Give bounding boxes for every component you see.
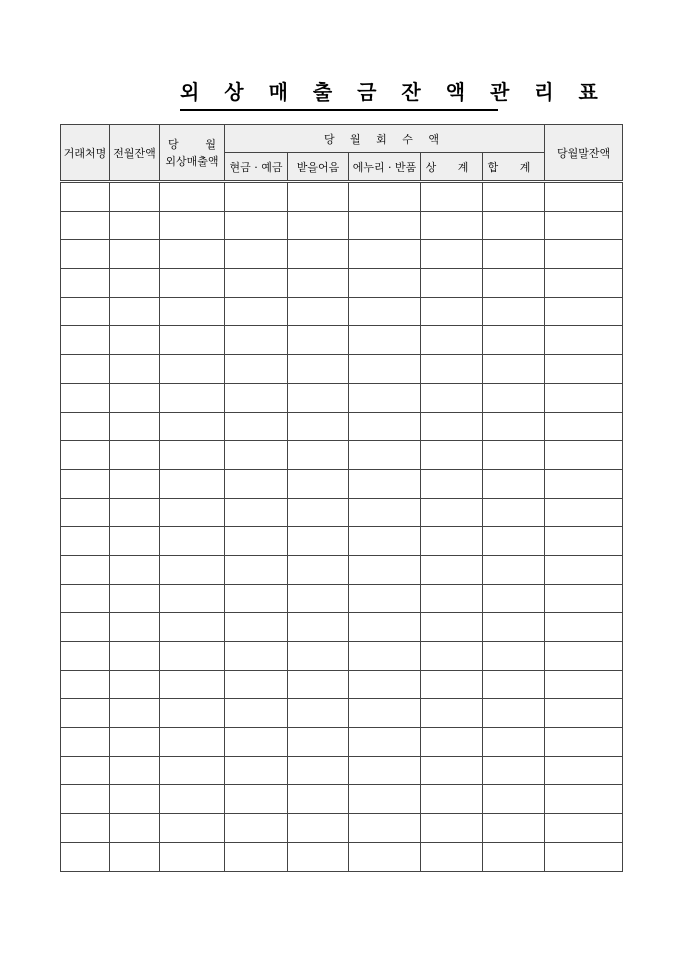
cell-offset[interactable] [421, 699, 483, 728]
cell-cash-deposit[interactable] [225, 326, 288, 355]
cell-cash-deposit[interactable] [225, 670, 288, 699]
cell-credit-sales[interactable] [160, 269, 225, 298]
cell-credit-sales[interactable] [160, 326, 225, 355]
cell-cash-deposit[interactable] [225, 469, 288, 498]
cell-month-end-balance[interactable] [545, 670, 623, 699]
header-cash-deposit: 현금 · 예금 [225, 153, 288, 182]
cell-offset[interactable] [421, 527, 483, 556]
cell-credit-sales[interactable] [160, 613, 225, 642]
cell-month-end-balance[interactable] [545, 756, 623, 785]
cell-credit-sales[interactable] [160, 383, 225, 412]
cell-discount-return[interactable] [349, 326, 421, 355]
table-row [61, 297, 623, 326]
header-current-month-char-1: 당 [168, 137, 179, 151]
cell-cash-deposit[interactable] [225, 269, 288, 298]
cell-notes-receivable[interactable] [288, 297, 349, 326]
cell-offset[interactable] [421, 498, 483, 527]
cell-client[interactable] [61, 240, 110, 269]
cell-client[interactable] [61, 756, 110, 785]
cell-discount-return[interactable] [349, 240, 421, 269]
cell-notes-receivable[interactable] [288, 842, 349, 871]
cell-client[interactable] [61, 412, 110, 441]
header-discount-return: 에누리 · 반품 [349, 153, 421, 182]
cell-cash-deposit[interactable] [225, 412, 288, 441]
table-row [61, 814, 623, 843]
cell-cash-deposit[interactable] [225, 498, 288, 527]
cell-client[interactable] [61, 555, 110, 584]
cell-discount-return[interactable] [349, 355, 421, 384]
cell-offset[interactable] [421, 555, 483, 584]
cell-offset[interactable] [421, 642, 483, 671]
header-offset: 상 계 [421, 153, 483, 182]
cell-previous-balance[interactable] [110, 240, 160, 269]
cell-client[interactable] [61, 383, 110, 412]
cell-month-end-balance[interactable] [545, 441, 623, 470]
cell-offset[interactable] [421, 441, 483, 470]
cell-credit-sales[interactable] [160, 211, 225, 240]
cell-total[interactable] [483, 469, 545, 498]
cell-cash-deposit[interactable] [225, 297, 288, 326]
cell-client[interactable] [61, 728, 110, 757]
cell-previous-balance[interactable] [110, 441, 160, 470]
cell-cash-deposit[interactable] [225, 211, 288, 240]
cell-offset[interactable] [421, 613, 483, 642]
table-row [61, 441, 623, 470]
table-row [61, 642, 623, 671]
table-row [61, 527, 623, 556]
cell-total[interactable] [483, 613, 545, 642]
cell-notes-receivable[interactable] [288, 412, 349, 441]
cell-client[interactable] [61, 842, 110, 871]
cell-notes-receivable[interactable] [288, 383, 349, 412]
cell-previous-balance[interactable] [110, 383, 160, 412]
cell-month-end-balance[interactable] [545, 785, 623, 814]
table-row [61, 670, 623, 699]
cell-offset[interactable] [421, 756, 483, 785]
table-row [61, 584, 623, 613]
cell-month-end-balance[interactable] [545, 355, 623, 384]
page-title: 외 상 매 출 금 잔 액 관 리 표 [180, 77, 498, 111]
cell-credit-sales[interactable] [160, 412, 225, 441]
cell-client[interactable] [61, 211, 110, 240]
cell-notes-receivable[interactable] [288, 182, 349, 212]
cell-notes-receivable[interactable] [288, 469, 349, 498]
cell-total[interactable] [483, 584, 545, 613]
cell-total[interactable] [483, 441, 545, 470]
cell-client[interactable] [61, 297, 110, 326]
cell-total[interactable] [483, 326, 545, 355]
cell-offset[interactable] [421, 182, 483, 212]
cell-month-end-balance[interactable] [545, 269, 623, 298]
table-row [61, 785, 623, 814]
header-current-month-char-2: 월 [205, 137, 216, 151]
cell-offset[interactable] [421, 211, 483, 240]
cell-month-end-balance[interactable] [545, 613, 623, 642]
cell-credit-sales[interactable] [160, 182, 225, 212]
cell-month-end-balance[interactable] [545, 498, 623, 527]
table-row [61, 383, 623, 412]
cell-discount-return[interactable] [349, 469, 421, 498]
cell-cash-deposit[interactable] [225, 555, 288, 584]
cell-month-end-balance[interactable] [545, 297, 623, 326]
cell-month-end-balance[interactable] [545, 469, 623, 498]
cell-month-end-balance[interactable] [545, 412, 623, 441]
header-previous-balance: 전월잔액 [110, 125, 160, 182]
cell-credit-sales[interactable] [160, 527, 225, 556]
cell-discount-return[interactable] [349, 383, 421, 412]
cell-offset[interactable] [421, 584, 483, 613]
cell-month-end-balance[interactable] [545, 240, 623, 269]
cell-previous-balance[interactable] [110, 613, 160, 642]
cell-previous-balance[interactable] [110, 842, 160, 871]
cell-total[interactable] [483, 355, 545, 384]
cell-credit-sales[interactable] [160, 297, 225, 326]
cell-discount-return[interactable] [349, 412, 421, 441]
cell-discount-return[interactable] [349, 211, 421, 240]
cell-month-end-balance[interactable] [545, 527, 623, 556]
receivables-ledger-table [60, 124, 623, 872]
cell-total[interactable] [483, 642, 545, 671]
cell-cash-deposit[interactable] [225, 613, 288, 642]
cell-previous-balance[interactable] [110, 211, 160, 240]
cell-offset[interactable] [421, 670, 483, 699]
cell-previous-balance[interactable] [110, 785, 160, 814]
table-row [61, 240, 623, 269]
cell-previous-balance[interactable] [110, 814, 160, 843]
cell-credit-sales[interactable] [160, 756, 225, 785]
cell-previous-balance[interactable] [110, 269, 160, 298]
cell-offset[interactable] [421, 355, 483, 384]
cell-previous-balance[interactable] [110, 756, 160, 785]
cell-month-end-balance[interactable] [545, 326, 623, 355]
cell-offset[interactable] [421, 412, 483, 441]
cell-total[interactable] [483, 728, 545, 757]
cell-client[interactable] [61, 814, 110, 843]
cell-cash-deposit[interactable] [225, 785, 288, 814]
header-client-name: 거래처명 [61, 125, 110, 182]
cell-discount-return[interactable] [349, 670, 421, 699]
cell-discount-return[interactable] [349, 699, 421, 728]
cell-notes-receivable[interactable] [288, 555, 349, 584]
cell-month-end-balance[interactable] [545, 584, 623, 613]
cell-credit-sales[interactable] [160, 469, 225, 498]
table-row [61, 182, 623, 212]
cell-client[interactable] [61, 498, 110, 527]
table-row [61, 269, 623, 298]
cell-month-end-balance[interactable] [545, 842, 623, 871]
cell-total[interactable] [483, 269, 545, 298]
cell-discount-return[interactable] [349, 814, 421, 843]
cell-cash-deposit[interactable] [225, 728, 288, 757]
cell-discount-return[interactable] [349, 613, 421, 642]
cell-offset[interactable] [421, 842, 483, 871]
cell-offset[interactable] [421, 297, 483, 326]
table-row [61, 326, 623, 355]
table-row [61, 728, 623, 757]
table-row [61, 469, 623, 498]
cell-cash-deposit[interactable] [225, 756, 288, 785]
header-month-end-balance: 당월말잔액 [545, 125, 623, 182]
cell-offset[interactable] [421, 240, 483, 269]
cell-offset[interactable] [421, 785, 483, 814]
cell-client[interactable] [61, 785, 110, 814]
header-collection-group: 당 월 회 수 액 [225, 125, 545, 153]
cell-previous-balance[interactable] [110, 699, 160, 728]
cell-offset[interactable] [421, 383, 483, 412]
cell-cash-deposit[interactable] [225, 182, 288, 212]
header-credit-sales [160, 125, 225, 182]
cell-total[interactable] [483, 412, 545, 441]
cell-previous-balance[interactable] [110, 527, 160, 556]
cell-credit-sales[interactable] [160, 785, 225, 814]
cell-notes-receivable[interactable] [288, 498, 349, 527]
cell-discount-return[interactable] [349, 555, 421, 584]
cell-cash-deposit[interactable] [225, 441, 288, 470]
cell-month-end-balance[interactable] [545, 182, 623, 212]
cell-client[interactable] [61, 469, 110, 498]
cell-credit-sales[interactable] [160, 814, 225, 843]
cell-credit-sales[interactable] [160, 728, 225, 757]
cell-total[interactable] [483, 240, 545, 269]
cell-discount-return[interactable] [349, 584, 421, 613]
cell-total[interactable] [483, 670, 545, 699]
cell-notes-receivable[interactable] [288, 613, 349, 642]
cell-client[interactable] [61, 527, 110, 556]
cell-credit-sales[interactable] [160, 584, 225, 613]
cell-notes-receivable[interactable] [288, 269, 349, 298]
cell-total[interactable] [483, 699, 545, 728]
cell-previous-balance[interactable] [110, 326, 160, 355]
cell-cash-deposit[interactable] [225, 240, 288, 269]
cell-month-end-balance[interactable] [545, 642, 623, 671]
cell-offset[interactable] [421, 269, 483, 298]
cell-client[interactable] [61, 355, 110, 384]
cell-client[interactable] [61, 584, 110, 613]
cell-notes-receivable[interactable] [288, 326, 349, 355]
cell-previous-balance[interactable] [110, 469, 160, 498]
table-row [61, 412, 623, 441]
cell-previous-balance[interactable] [110, 297, 160, 326]
cell-client[interactable] [61, 642, 110, 671]
cell-client[interactable] [61, 699, 110, 728]
cell-total[interactable] [483, 383, 545, 412]
cell-notes-receivable[interactable] [288, 642, 349, 671]
cell-discount-return[interactable] [349, 642, 421, 671]
cell-month-end-balance[interactable] [545, 699, 623, 728]
table-row [61, 498, 623, 527]
cell-client[interactable] [61, 269, 110, 298]
cell-previous-balance[interactable] [110, 498, 160, 527]
cell-month-end-balance[interactable] [545, 211, 623, 240]
cell-notes-receivable[interactable] [288, 670, 349, 699]
cell-total[interactable] [483, 527, 545, 556]
cell-discount-return[interactable] [349, 269, 421, 298]
cell-total[interactable] [483, 498, 545, 527]
cell-previous-balance[interactable] [110, 584, 160, 613]
cell-discount-return[interactable] [349, 297, 421, 326]
cell-notes-receivable[interactable] [288, 584, 349, 613]
cell-total[interactable] [483, 182, 545, 212]
cell-client[interactable] [61, 326, 110, 355]
cell-credit-sales[interactable] [160, 642, 225, 671]
cell-credit-sales[interactable] [160, 441, 225, 470]
cell-discount-return[interactable] [349, 785, 421, 814]
cell-credit-sales[interactable] [160, 670, 225, 699]
cell-offset[interactable] [421, 814, 483, 843]
cell-offset[interactable] [421, 728, 483, 757]
cell-credit-sales[interactable] [160, 355, 225, 384]
cell-credit-sales[interactable] [160, 498, 225, 527]
table-row [61, 211, 623, 240]
cell-discount-return[interactable] [349, 182, 421, 212]
cell-cash-deposit[interactable] [225, 383, 288, 412]
ledger-body [61, 182, 623, 872]
table-row [61, 613, 623, 642]
cell-discount-return[interactable] [349, 498, 421, 527]
cell-previous-balance[interactable] [110, 412, 160, 441]
cell-notes-receivable[interactable] [288, 756, 349, 785]
cell-discount-return[interactable] [349, 842, 421, 871]
cell-client[interactable] [61, 182, 110, 212]
cell-notes-receivable[interactable] [288, 355, 349, 384]
table-row [61, 555, 623, 584]
cell-credit-sales[interactable] [160, 699, 225, 728]
cell-client[interactable] [61, 441, 110, 470]
header-total: 합 계 [483, 153, 545, 182]
table-row [61, 842, 623, 871]
table-row [61, 699, 623, 728]
cell-cash-deposit[interactable] [225, 355, 288, 384]
cell-credit-sales[interactable] [160, 842, 225, 871]
cell-offset[interactable] [421, 469, 483, 498]
cell-cash-deposit[interactable] [225, 814, 288, 843]
cell-previous-balance[interactable] [110, 670, 160, 699]
cell-discount-return[interactable] [349, 527, 421, 556]
cell-cash-deposit[interactable] [225, 527, 288, 556]
header-notes-receivable: 받을어음 [288, 153, 349, 182]
cell-month-end-balance[interactable] [545, 555, 623, 584]
cell-total[interactable] [483, 814, 545, 843]
cell-discount-return[interactable] [349, 728, 421, 757]
cell-notes-receivable[interactable] [288, 728, 349, 757]
table-row [61, 355, 623, 384]
cell-previous-balance[interactable] [110, 182, 160, 212]
cell-notes-receivable[interactable] [288, 240, 349, 269]
cell-total[interactable] [483, 555, 545, 584]
cell-discount-return[interactable] [349, 756, 421, 785]
table-row [61, 756, 623, 785]
cell-total[interactable] [483, 297, 545, 326]
cell-month-end-balance[interactable] [545, 814, 623, 843]
cell-cash-deposit[interactable] [225, 642, 288, 671]
cell-credit-sales[interactable] [160, 555, 225, 584]
cell-total[interactable] [483, 785, 545, 814]
cell-previous-balance[interactable] [110, 728, 160, 757]
cell-notes-receivable[interactable] [288, 211, 349, 240]
cell-credit-sales[interactable] [160, 240, 225, 269]
cell-notes-receivable[interactable] [288, 785, 349, 814]
cell-notes-receivable[interactable] [288, 814, 349, 843]
cell-notes-receivable[interactable] [288, 527, 349, 556]
header-credit-sales-label: 외상매출액 [165, 154, 219, 168]
cell-cash-deposit[interactable] [225, 584, 288, 613]
cell-total[interactable] [483, 842, 545, 871]
cell-previous-balance[interactable] [110, 355, 160, 384]
cell-client[interactable] [61, 670, 110, 699]
cell-cash-deposit[interactable] [225, 699, 288, 728]
cell-client[interactable] [61, 613, 110, 642]
cell-cash-deposit[interactable] [225, 842, 288, 871]
cell-discount-return[interactable] [349, 441, 421, 470]
cell-total[interactable] [483, 211, 545, 240]
cell-previous-balance[interactable] [110, 642, 160, 671]
cell-total[interactable] [483, 756, 545, 785]
cell-month-end-balance[interactable] [545, 728, 623, 757]
cell-offset[interactable] [421, 326, 483, 355]
cell-notes-receivable[interactable] [288, 699, 349, 728]
cell-previous-balance[interactable] [110, 555, 160, 584]
cell-notes-receivable[interactable] [288, 441, 349, 470]
cell-month-end-balance[interactable] [545, 383, 623, 412]
